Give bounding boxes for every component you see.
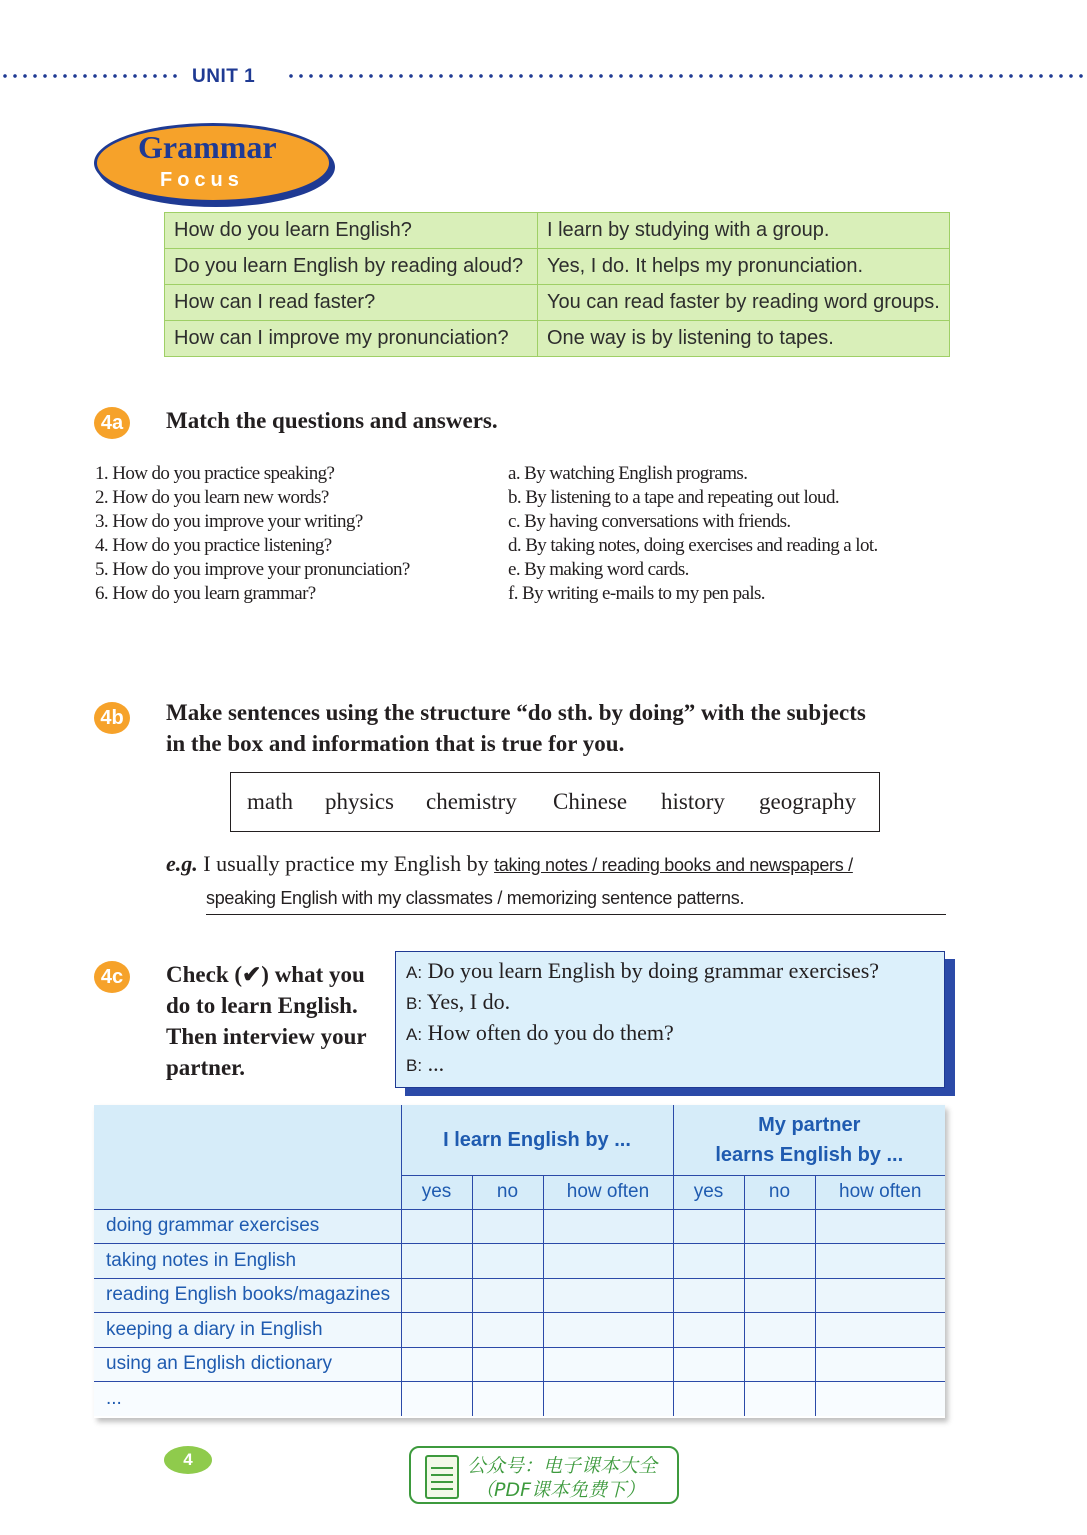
- survey-cell[interactable]: [744, 1278, 815, 1313]
- subject-item: history: [661, 789, 725, 814]
- survey-cell[interactable]: [543, 1382, 673, 1416]
- watermark-line1: 公众号：电子课本大全: [467, 1455, 658, 1477]
- grammar-answer: I learn by studying with a group.: [538, 213, 950, 249]
- book-icon: [425, 1455, 459, 1499]
- section-4a-badge: 4a: [94, 407, 130, 439]
- dialog-text: How often do you do them?: [422, 1020, 674, 1045]
- section-4b-badge: 4b: [94, 702, 130, 734]
- dotted-rule-left: [0, 72, 180, 80]
- grammar-answer: You can read faster by reading word groups.: [538, 285, 950, 321]
- section-4c-instruction-line: partner.: [166, 1055, 246, 1080]
- section-4b-instruction: [166, 697, 866, 759]
- survey-subheader: yes: [401, 1175, 472, 1209]
- question-item: 5. How do you improve your pronunciation?: [95, 559, 410, 580]
- survey-row-label: using an English dictionary: [94, 1347, 401, 1382]
- grammar-focus-title: Grammar: [138, 129, 277, 165]
- survey-subheader: yes: [673, 1175, 744, 1209]
- survey-cell[interactable]: [815, 1209, 945, 1244]
- answer-item: f. By writing e-mails to my pen pals.: [508, 583, 765, 604]
- survey-cell[interactable]: [744, 1244, 815, 1279]
- subject-item: math: [247, 789, 293, 814]
- subject-item: Chinese: [553, 789, 628, 814]
- survey-cell[interactable]: [673, 1244, 744, 1279]
- survey-cell[interactable]: [472, 1313, 543, 1348]
- unit-header: [0, 62, 1087, 98]
- survey-row-label: doing grammar exercises: [94, 1209, 401, 1244]
- dialog-text: Do you learn English by doing grammar exercises?: [422, 958, 880, 983]
- section-4c-instruction: [166, 959, 367, 1083]
- survey-cell[interactable]: [744, 1313, 815, 1348]
- survey-group-partner-line: My partner: [758, 1113, 861, 1136]
- survey-cell[interactable]: [472, 1209, 543, 1244]
- survey-cell[interactable]: [543, 1313, 673, 1348]
- section-4c-instruction-line: Then interview your: [166, 1024, 367, 1049]
- grammar-focus-subtitle: Focus: [160, 169, 244, 191]
- survey-group-me: I learn English by ...: [401, 1105, 673, 1175]
- question-list: [95, 462, 410, 606]
- example-text: I usually practice my English by: [197, 851, 495, 876]
- survey-cell[interactable]: [401, 1244, 472, 1279]
- answer-item: b. By listening to a tape and repeating out loud.: [508, 487, 839, 508]
- example-dialog: [395, 951, 945, 1088]
- survey-group-partner-line: learns English by ...: [715, 1143, 904, 1166]
- survey-row-label: ...: [94, 1382, 401, 1416]
- section-4b-instruction-line: Make sentences using the structure “do sth. by doing” with the subjects: [166, 700, 866, 725]
- example-sentence: [166, 851, 853, 877]
- dialog-speaker: A:: [406, 1025, 423, 1044]
- question-item: 6. How do you learn grammar?: [95, 583, 316, 604]
- survey-cell[interactable]: [673, 1313, 744, 1348]
- survey-row: [94, 1347, 945, 1382]
- survey-row-label: taking notes in English: [94, 1244, 401, 1279]
- survey-cell[interactable]: [543, 1347, 673, 1382]
- survey-cell[interactable]: [401, 1278, 472, 1313]
- survey-cell[interactable]: [673, 1382, 744, 1416]
- survey-row: [94, 1209, 945, 1244]
- watermark-badge: [409, 1446, 679, 1504]
- question-item: 4. How do you practice listening?: [95, 535, 332, 556]
- survey-row: [94, 1244, 945, 1279]
- grammar-question: How can I improve my pronunciation?: [165, 321, 538, 357]
- survey-cell[interactable]: [472, 1382, 543, 1416]
- grammar-question: Do you learn English by reading aloud?: [165, 249, 538, 285]
- example-label: e.g.: [166, 851, 198, 876]
- survey-cell[interactable]: [472, 1244, 543, 1279]
- survey-cell[interactable]: [401, 1382, 472, 1416]
- survey-corner-cell: [94, 1105, 401, 1209]
- dialog-line: [406, 989, 510, 1015]
- subject-item: geography: [759, 789, 857, 814]
- grammar-answer: Yes, I do. It helps my pronunciation.: [538, 249, 950, 285]
- survey-cell[interactable]: [401, 1313, 472, 1348]
- survey-cell[interactable]: [815, 1382, 945, 1416]
- survey-cell[interactable]: [744, 1382, 815, 1416]
- survey-cell[interactable]: [472, 1278, 543, 1313]
- survey-subheader: how often: [543, 1175, 673, 1209]
- subject-box: [230, 772, 880, 832]
- survey-cell[interactable]: [472, 1347, 543, 1382]
- grammar-answer: One way is by listening to tapes.: [538, 321, 950, 357]
- survey-row: [94, 1313, 945, 1348]
- section-4b-instruction-line: in the box and information that is true for you.: [166, 731, 625, 756]
- survey-cell[interactable]: [543, 1278, 673, 1313]
- survey-row-label: reading English books/magazines: [94, 1278, 401, 1313]
- section-4a-instruction: Match the questions and answers.: [166, 408, 498, 433]
- watermark-line2: （PDF课本免费下）: [475, 1479, 646, 1501]
- answer-item: d. By taking notes, doing exercises and reading a lot.: [508, 535, 878, 556]
- survey-row: [94, 1382, 945, 1416]
- grammar-row: [165, 321, 950, 357]
- survey-cell[interactable]: [815, 1244, 945, 1279]
- survey-cell[interactable]: [744, 1209, 815, 1244]
- example-answer-line2-box: [206, 888, 946, 915]
- dialog-speaker: B:: [406, 994, 423, 1013]
- survey-cell[interactable]: [543, 1209, 673, 1244]
- section-4c-instruction-line: do to learn English.: [166, 993, 358, 1018]
- survey-row: [94, 1278, 945, 1313]
- survey-cell[interactable]: [673, 1347, 744, 1382]
- survey-cell[interactable]: [543, 1244, 673, 1279]
- unit-label: UNIT 1: [192, 66, 256, 87]
- survey-group-partner: [673, 1105, 945, 1175]
- survey-cell[interactable]: [401, 1209, 472, 1244]
- example-answer-line2: speaking English with my classmates / memorizing sentence patterns.: [206, 888, 745, 908]
- dialog-speaker: B:: [406, 1056, 423, 1075]
- grammar-row: [165, 285, 950, 321]
- answer-item: c. By having conversations with friends.: [508, 511, 791, 532]
- survey-cell[interactable]: [744, 1347, 815, 1382]
- question-item: 1. How do you practice speaking?: [95, 463, 335, 484]
- dialog-line: [406, 1020, 674, 1046]
- page-number: 4: [164, 1446, 212, 1474]
- dotted-rule-right: [286, 72, 1087, 80]
- section-4c-instruction-line: Check (✔) what you: [166, 962, 365, 987]
- question-item: 3. How do you improve your writing?: [95, 511, 363, 532]
- dialog-text: ...: [422, 1051, 445, 1076]
- survey-cell[interactable]: [815, 1278, 945, 1313]
- answer-item: a. By watching English programs.: [508, 463, 748, 484]
- dialog-text: Yes, I do.: [422, 989, 511, 1014]
- answer-list: [508, 462, 878, 606]
- grammar-question: How can I read faster?: [165, 285, 538, 321]
- answer-item: e. By making word cards.: [508, 559, 689, 580]
- survey-cell[interactable]: [673, 1278, 744, 1313]
- survey-cell[interactable]: [401, 1347, 472, 1382]
- survey-subheader: no: [744, 1175, 815, 1209]
- grammar-row: [165, 249, 950, 285]
- grammar-question: How do you learn English?: [165, 213, 538, 249]
- subject-item: chemistry: [426, 789, 517, 814]
- section-4c-badge: 4c: [94, 961, 130, 993]
- survey-subheader: no: [472, 1175, 543, 1209]
- question-item: 2. How do you learn new words?: [95, 487, 329, 508]
- grammar-table: [164, 212, 950, 357]
- survey-cell[interactable]: [815, 1313, 945, 1348]
- grammar-row: [165, 213, 950, 249]
- survey-cell[interactable]: [673, 1209, 744, 1244]
- survey-table: [94, 1105, 945, 1418]
- grammar-focus-badge: [94, 123, 332, 201]
- survey-cell[interactable]: [815, 1347, 945, 1382]
- dialog-line: [406, 1051, 444, 1077]
- subject-item: physics: [325, 789, 394, 814]
- survey-row-label: keeping a diary in English: [94, 1313, 401, 1348]
- dialog-speaker: A:: [406, 963, 423, 982]
- example-answer-line1: taking notes / reading books and newspapers /: [494, 855, 853, 875]
- survey-subheader: how often: [815, 1175, 945, 1209]
- dialog-line: [406, 958, 879, 984]
